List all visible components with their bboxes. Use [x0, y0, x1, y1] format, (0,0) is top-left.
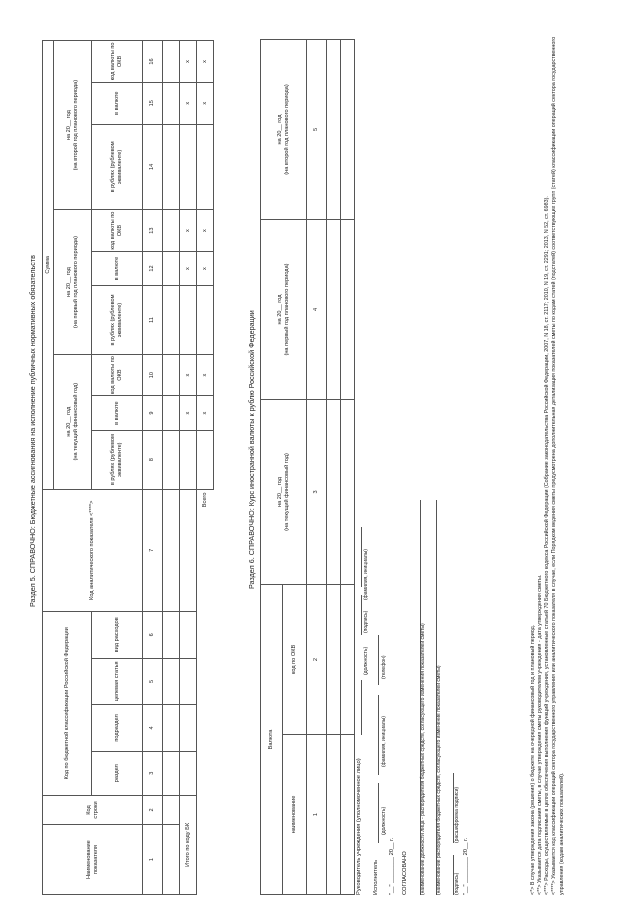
data-row	[163, 41, 180, 895]
section6-row-2	[341, 39, 355, 894]
hdr-year3: на 20__ год (на второй год планового периода)	[54, 41, 92, 210]
num-7: 7	[143, 489, 163, 612]
head-position-line	[355, 680, 362, 735]
section6-numbers-row: 1 2 3 4 5	[307, 39, 327, 894]
hdr6-currency: Валюта	[261, 584, 283, 894]
executor-phone: (телефон)	[381, 655, 387, 679]
head-label: Руководитель учреждения (уполномоченное лицо)	[356, 758, 362, 895]
hdr-rub-3: в рублях (рублевом эквиваленте)	[92, 124, 143, 210]
agreed-sign: (подпись)	[454, 872, 460, 895]
executor-fio-line	[372, 695, 379, 775]
num-1: 1	[143, 825, 163, 895]
executor-label: Исполнитель	[373, 859, 379, 895]
hdr-razdel: раздел	[92, 751, 143, 795]
footnote-3: <***> Расходы, осуществляемые в целях обеспечения выполнения функций учреждения, установленные статьей 70 Бюджетного кодекса Российской Федерации (Собрание законодательства Российской Федерации, 2007, N 18, ст. 2117; 2010, N 19, ст. 2291; 2013, N 52, ст. 6983).	[544, 196, 551, 895]
executor-date: "__" ________ 20__ г.	[389, 837, 395, 895]
num-14: 14	[143, 124, 163, 210]
num-15: 15	[143, 82, 163, 124]
hdr-rub-2: в рублях (рублевом эквиваленте)	[92, 286, 143, 355]
hdr-cur-3: в валюте	[92, 82, 143, 124]
head-signature: (подпись)	[363, 610, 369, 633]
section6-table	[260, 39, 355, 895]
head-fio-line	[355, 527, 362, 587]
executor-fio: (фамилия, инициалы)	[381, 716, 387, 767]
agreed-date: "__" ________ 20__ г.	[463, 837, 469, 895]
hdr-okv-1: код валюты по ОКВ	[92, 354, 143, 396]
hdr-year2: на 20__ год (на первый год планового периода)	[54, 210, 92, 355]
head-sign-line	[355, 595, 362, 635]
hdr-code-row: Код строки	[43, 795, 143, 824]
num-16: 16	[143, 41, 163, 83]
num-2: 2	[143, 795, 163, 824]
num-9: 9	[143, 396, 163, 430]
hdr-year1: на 20__ год (на текущий финансовый год)	[54, 354, 92, 489]
num-5: 5	[143, 658, 163, 705]
num-3: 3	[143, 751, 163, 795]
hdr-cs: целевая статья	[92, 658, 143, 705]
hdr-cur-1: в валюте	[92, 396, 143, 430]
executor-position-line	[372, 783, 379, 843]
hdr-bk-code: Код по бюджетной классификации Российской Федерации	[43, 612, 92, 796]
hdr-vr: вид расходов	[92, 612, 143, 659]
num-4: 4	[143, 705, 163, 752]
footnotes	[530, 35, 566, 895]
hdr-rub-1: в рублях (рублевом эквиваленте)	[92, 430, 143, 489]
num-13: 13	[143, 210, 163, 252]
hdr-okv-2: код валюты по ОКВ	[92, 210, 143, 252]
footnote-1: <*> В случае утверждения закона (решения) о бюджете на очередной финансовый год и плановый период.	[530, 624, 536, 895]
section5-title: Раздел 5. СПРАВОЧНО: Бюджетные ассигнования на исполнение публичных нормативных обязательств	[28, 255, 37, 607]
executor-position: (должность)	[381, 806, 387, 835]
footnote-2: <**> Указывается дата подписания сметы, в случае утверждения сметы руководителем учреждения - дата утверждения сметы.	[537, 574, 544, 895]
agreed-sign-decode: (расшифровка подписи)	[454, 786, 460, 843]
num-8: 8	[143, 430, 163, 489]
hdr-sum: Сумма	[43, 41, 54, 490]
section6-row-1	[327, 39, 341, 894]
agreed-note-2: (наименование распорядителя бюджетных средств, согласующего изменение показателей сметы)	[436, 665, 442, 895]
hdr-podrazdel: подраздел	[92, 705, 143, 752]
agreed-label: СОГЛАСОВАНО	[402, 851, 408, 895]
hdr6-year1: на 20__ год (на текущий финансовый год)	[261, 399, 307, 584]
total-bk-label: Итого по коду БК	[180, 795, 197, 894]
num-12: 12	[143, 251, 163, 285]
agreed-decode-line	[447, 773, 454, 843]
hdr-name: Наименование показателя	[43, 825, 143, 895]
column-numbers-row	[143, 41, 163, 895]
section6-title: Раздел 6. СПРАВОЧНО: Курс иностранной валюты к рублю Российской Федерации	[247, 310, 256, 589]
total-row: Всего x x x x x x	[197, 41, 214, 895]
executor-phone-line	[372, 635, 379, 685]
hdr-analytic: Код аналитического показателя <****>	[43, 489, 143, 612]
hdr6-name: наименование	[283, 735, 307, 895]
hdr6-okv: код по ОКВ	[283, 584, 307, 734]
hdr-cur-2: в валюте	[92, 251, 143, 285]
num-10: 10	[143, 354, 163, 396]
footnote-4: <****> Указывается код классификации операций сектора государственного управления или аналитического показателя в случае, если Порядком ведения сметы предусмотрена дополнительная детализация показателей сметы по кодам статей (подстатей) соответствующих групп (статей) классификации операций сектора государственного управления (кодам аналитических показателей).	[551, 36, 565, 895]
num-6: 6	[143, 612, 163, 659]
hdr-okv-3: код валюты по ОКВ	[92, 41, 143, 83]
hdr6-year3: на 20__ год (на второй год планового периода)	[261, 39, 307, 219]
head-position: (должность)	[363, 646, 369, 675]
total-label: Всего	[201, 492, 208, 508]
agreed-note-1: (наименование должности лица - распорядителя бюджетных средств, согласующего изменения показателей сметы)	[420, 623, 426, 895]
total-bk-row: Итого по коду БК x x x x x x	[180, 41, 197, 895]
agreed-sign-line	[447, 855, 454, 895]
hdr6-year2: на 20__ год (на первый год планового периода)	[261, 219, 307, 399]
head-fio: (фамилия, инициалы)	[363, 549, 369, 600]
num-11: 11	[143, 286, 163, 355]
section5-table	[42, 40, 214, 895]
